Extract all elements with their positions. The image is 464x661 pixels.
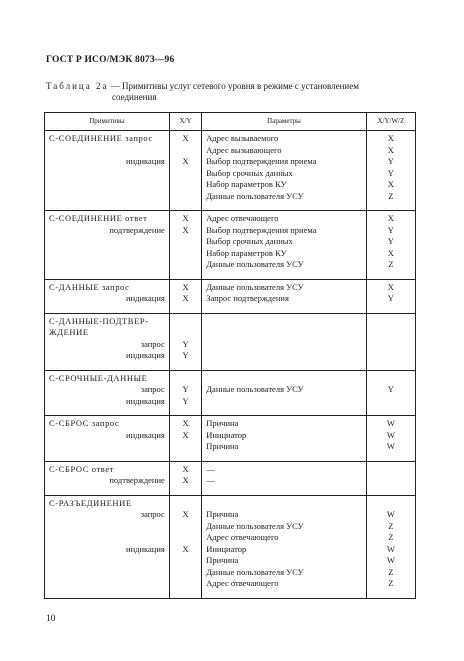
- xy-cell: [169, 370, 201, 416]
- codes-cell: [366, 370, 415, 416]
- parameters-cell: [202, 131, 366, 211]
- parameters-line: —: [206, 463, 215, 474]
- parameters-cell: [202, 279, 366, 313]
- primitive-line: [49, 145, 165, 157]
- caption-continuation: соединения: [112, 92, 157, 102]
- primitive-line: С-СРОЧНЫЕ-ДАННЫЕ: [49, 372, 148, 383]
- parameters-line: Данные пользователя УСУ: [206, 520, 304, 531]
- primitive-line: С-СОЕДИНЕНИЕ запрос: [49, 133, 153, 143]
- table-header-row: [45, 113, 416, 131]
- table-row: [45, 370, 416, 416]
- xy-cell: [169, 416, 201, 462]
- parameters-line: Данные пользователя УСУ: [206, 384, 304, 394]
- codes-line: [371, 373, 411, 385]
- codes-line: Y: [387, 224, 394, 235]
- primitive-line: С-СБРОС ответ: [49, 463, 115, 474]
- codes-line: [371, 350, 411, 362]
- primitive-line: индикация: [126, 350, 165, 360]
- xy-line: [174, 498, 197, 510]
- codes-cell: [366, 416, 415, 462]
- page-number: 10: [46, 614, 56, 624]
- column-header-parameters: Параметры: [202, 113, 366, 131]
- primitive-line: [49, 441, 165, 453]
- parameters-cell: [202, 495, 366, 598]
- xy-line: [174, 441, 197, 453]
- parameters-line: Данные пользователя УСУ: [206, 190, 304, 201]
- primitive-cell: [45, 370, 170, 416]
- primitive-cell: [45, 461, 170, 495]
- xy-line: [174, 145, 197, 157]
- xy-line: X: [182, 133, 189, 143]
- codes-line: X: [387, 247, 394, 258]
- codes-line: Y: [387, 167, 394, 178]
- codes-line: [371, 498, 411, 510]
- table-row: [45, 313, 416, 370]
- primitive-cell: [45, 131, 170, 211]
- primitive-cell: [45, 211, 170, 280]
- parameters-line: Выбор срочных данных: [206, 167, 293, 178]
- parameters-line: Данные пользователя УСУ: [206, 281, 304, 292]
- parameters-line: —: [206, 475, 215, 485]
- xy-line: X: [182, 429, 189, 440]
- codes-line: Y: [387, 384, 394, 394]
- codes-cell: [366, 279, 415, 313]
- primitive-line: индикация: [126, 429, 165, 440]
- primitive-line: [49, 236, 165, 248]
- xy-line: Y: [182, 350, 189, 360]
- parameters-cell: [202, 416, 366, 462]
- codes-line: X: [387, 281, 394, 292]
- primitive-cell: [45, 313, 170, 370]
- codes-line: W: [386, 543, 395, 554]
- primitive-line: С-СОЕДИНЕНИЕ ответ: [49, 213, 148, 223]
- primitive-line: [49, 248, 165, 260]
- xy-line: [174, 316, 197, 328]
- xy-line: [174, 555, 197, 567]
- primitive-cell: [45, 416, 170, 462]
- xy-line: [174, 179, 197, 191]
- primitive-line: [49, 521, 165, 533]
- codes-line: Y: [387, 236, 394, 246]
- parameters-line: Выбор подтверждения приема: [206, 224, 317, 235]
- primitive-line: подтверждение: [109, 475, 165, 485]
- parameters-line: Инициатор: [206, 429, 247, 440]
- xy-line: [174, 236, 197, 248]
- table-row: [45, 416, 416, 462]
- xy-line: [174, 248, 197, 260]
- parameters-line: [206, 316, 361, 328]
- codes-line: Z: [388, 532, 394, 542]
- codes-line: Z: [388, 520, 394, 531]
- codes-line: [371, 464, 411, 476]
- parameters-line: [206, 339, 361, 351]
- parameters-line: [206, 327, 361, 339]
- codes-line: X: [387, 179, 394, 189]
- parameters-cell: [202, 370, 366, 416]
- table-caption: [46, 81, 418, 103]
- xy-line: X: [182, 509, 189, 519]
- parameters-line: Выбор подтверждения приема: [206, 156, 317, 166]
- xy-line: X: [182, 463, 189, 474]
- parameters-line: Адрес отвечающего: [206, 578, 279, 588]
- codes-line: Z: [388, 566, 394, 577]
- table-row: [45, 131, 416, 211]
- primitives-table: [44, 112, 416, 599]
- parameters-line: Инициатор: [206, 543, 247, 554]
- column-header-xywz: X/Y/W/Z: [366, 113, 415, 131]
- primitive-line: подтверждение: [109, 224, 165, 235]
- primitive-line: С-ДАННЫЕ запрос: [49, 281, 130, 292]
- parameters-line: [206, 498, 361, 510]
- parameters-line: Адрес вызывающего: [206, 144, 282, 155]
- primitive-line: С-ДАННЫЕ-ПОДТВЕР-: [49, 315, 149, 326]
- codes-line: [371, 396, 411, 408]
- xy-line: X: [182, 418, 189, 428]
- primitive-line: запрос: [140, 509, 165, 519]
- xy-line: X: [182, 293, 189, 303]
- primitive-line: [49, 555, 165, 567]
- xy-line: X: [182, 543, 189, 554]
- xy-line: [174, 373, 197, 385]
- codes-line: W: [386, 429, 395, 440]
- parameters-cell: [202, 211, 366, 280]
- caption-text: — Примитивы услуг сетевого уровня в режиме с установлением: [110, 81, 359, 91]
- codes-line: [371, 327, 411, 339]
- parameters-cell: [202, 461, 366, 495]
- primitive-line: С-СБРОС запрос: [49, 418, 120, 428]
- parameters-line: Запрос подтверждения: [206, 293, 289, 303]
- table-row: [45, 461, 416, 495]
- parameters-line: Причина: [206, 509, 239, 519]
- primitive-cell: [45, 279, 170, 313]
- xy-line: [174, 521, 197, 533]
- table-row: [45, 279, 416, 313]
- xy-line: X: [182, 475, 189, 485]
- xy-line: Y: [182, 384, 189, 394]
- xy-line: [174, 191, 197, 203]
- primitive-line: запрос: [140, 338, 165, 349]
- parameters-line: Данные пользователя УСУ: [206, 259, 304, 269]
- parameters-line: Выбор срочных данных: [206, 236, 293, 246]
- codes-line: W: [386, 509, 395, 519]
- primitive-line: [49, 191, 165, 203]
- xy-line: Y: [182, 338, 189, 349]
- xy-cell: [169, 131, 201, 211]
- column-header-primitives: Примитивы: [45, 113, 170, 131]
- codes-cell: [366, 131, 415, 211]
- xy-cell: [169, 495, 201, 598]
- parameters-cell: [202, 313, 366, 370]
- codes-line: Z: [388, 259, 394, 269]
- codes-line: W: [386, 555, 395, 565]
- primitive-line: индикация: [126, 395, 165, 406]
- primitive-cell: [45, 495, 170, 598]
- xy-line: X: [182, 281, 189, 292]
- xy-cell: [169, 461, 201, 495]
- table-row: [45, 211, 416, 280]
- parameters-line: Адрес отвечающего: [206, 532, 279, 542]
- parameters-line: Причина: [206, 555, 239, 565]
- parameters-line: Адрес отвечающего: [206, 213, 279, 223]
- parameters-line: [206, 350, 361, 362]
- xy-line: Y: [182, 395, 189, 406]
- parameters-line: Причина: [206, 441, 239, 451]
- parameters-line: [206, 396, 361, 408]
- caption-label: Таблица 2а: [46, 81, 109, 91]
- primitive-line: ЖДЕНИЕ: [49, 327, 89, 337]
- codes-line: X: [387, 133, 394, 143]
- codes-line: Z: [388, 190, 394, 201]
- primitive-line: [49, 259, 165, 271]
- xy-line: X: [182, 213, 189, 223]
- codes-cell: [366, 313, 415, 370]
- parameters-line: Данные пользователя УСУ: [206, 566, 304, 577]
- primitive-line: [49, 179, 165, 191]
- xy-line: X: [182, 224, 189, 235]
- column-header-xy: X/Y: [169, 113, 201, 131]
- primitive-line: индикация: [126, 156, 165, 166]
- codes-cell: [366, 461, 415, 495]
- codes-line: Y: [387, 293, 394, 303]
- codes-line: [371, 475, 411, 487]
- table-row: [45, 495, 416, 598]
- parameters-line: [206, 373, 361, 385]
- codes-line: X: [387, 213, 394, 223]
- xy-line: [174, 567, 197, 579]
- primitive-line: С-РАЗЪЕДИНЕНИЕ: [49, 497, 132, 508]
- codes-cell: [366, 495, 415, 598]
- primitive-line: запрос: [140, 384, 165, 394]
- parameters-line: Причина: [206, 418, 239, 428]
- xy-cell: [169, 313, 201, 370]
- codes-line: Y: [387, 156, 394, 166]
- xy-line: X: [182, 156, 189, 166]
- parameters-line: Адрес вызываемого: [206, 133, 279, 143]
- codes-line: W: [386, 418, 395, 428]
- primitive-line: индикация: [126, 293, 165, 303]
- codes-line: Z: [388, 578, 394, 588]
- xy-cell: [169, 211, 201, 280]
- primitive-line: [49, 532, 165, 544]
- document-header: ГОСТ Р ИСО/МЭК 8073—96: [46, 55, 175, 65]
- codes-line: [371, 316, 411, 328]
- xy-line: [174, 168, 197, 180]
- xy-cell: [169, 279, 201, 313]
- xy-line: [174, 578, 197, 590]
- parameters-line: Набор параметров КУ: [206, 247, 287, 258]
- codes-line: [371, 339, 411, 351]
- primitive-line: индикация: [126, 543, 165, 554]
- codes-line: W: [386, 441, 395, 451]
- codes-line: X: [387, 144, 394, 155]
- primitive-line: [49, 567, 165, 579]
- parameters-line: Набор параметров КУ: [206, 179, 287, 189]
- primitive-line: [49, 578, 165, 590]
- xy-line: [174, 532, 197, 544]
- codes-cell: [366, 211, 415, 280]
- xy-line: [174, 259, 197, 271]
- primitive-line: [49, 168, 165, 180]
- xy-line: [174, 327, 197, 339]
